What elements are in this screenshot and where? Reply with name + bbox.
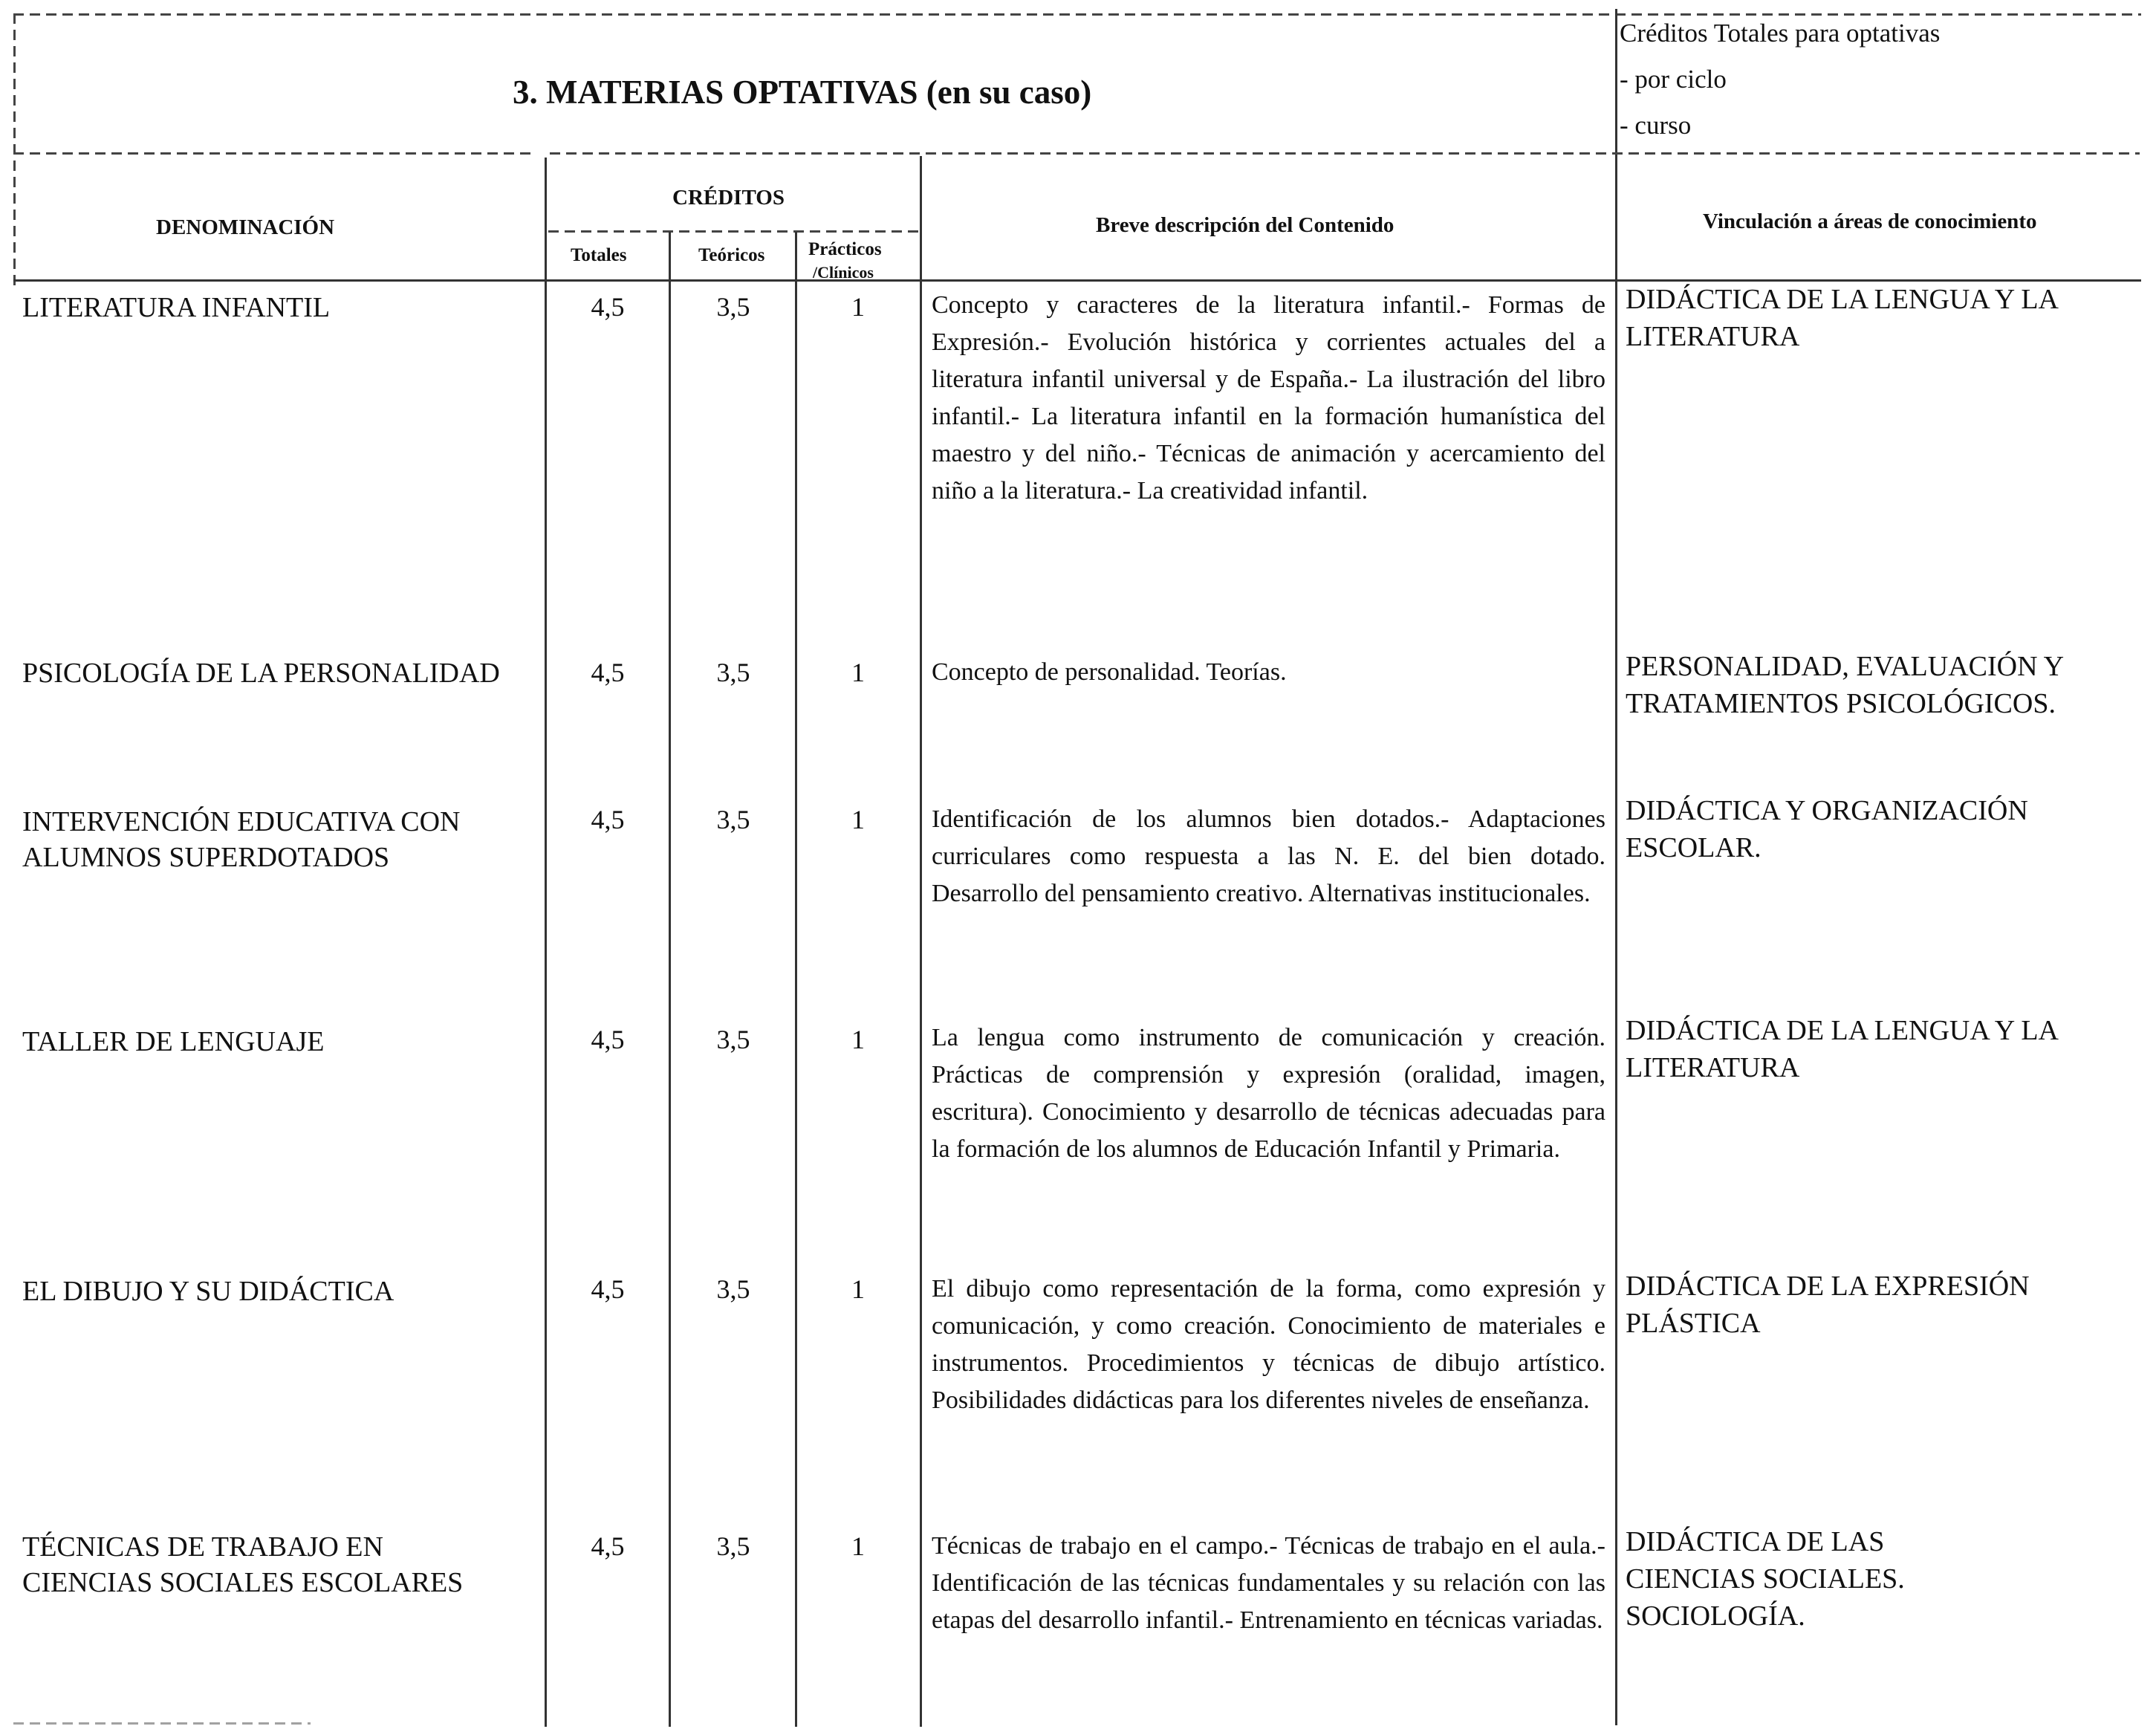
table-row-denominacion: LITERATURA INFANTIL: [22, 292, 331, 323]
table-row-teoricos: 3,5: [716, 658, 750, 687]
header-vinculacion: Vinculación a áreas de conocimiento: [1703, 210, 2037, 233]
table-row-totales: 4,5: [591, 1025, 625, 1054]
header-bottom-rule-right: [550, 152, 2140, 155]
table-row-descripcion: El dibujo como representación de la forma, como expresión y comunicación, y como creación. Conocimiento de materiales e instrumentos. Procedimientos y técnicas de dibujo artístico. Posibilidades didácticas para los diferentes niveles de enseñanza.: [932, 1275, 1605, 1414]
table-row-area: DIDÁCTICA DE LA EXPRESIÓN PLÁSTICA: [1626, 1271, 2030, 1339]
table-row-totales: 4,5: [591, 658, 625, 687]
left-border: [13, 13, 16, 288]
table-row-area: DIDÁCTICA DE LA LENGUA Y LA LITERATURA: [1626, 284, 2057, 352]
table-row-teoricos: 3,5: [716, 805, 750, 834]
table-row-totales: 4,5: [591, 1531, 625, 1561]
table-row-descripcion: Concepto de personalidad. Teorías.: [932, 658, 1287, 686]
page-title: 3. MATERIAS OPTATIVAS (en su caso): [513, 74, 1092, 111]
totales-teoricos-divider: [669, 232, 671, 1727]
header-denominacion: DENOMINACIÓN: [156, 215, 335, 239]
table-row-practicos: 1: [851, 1025, 865, 1054]
creditos-totales-box: [1620, 10, 1940, 149]
header-creditos: CRÉDITOS: [672, 186, 785, 210]
credits-box-left-border: [1615, 9, 1617, 1725]
table-row-area: DIDÁCTICA DE LAS CIENCIAS SOCIALES. SOCIOLOGÍA.: [1626, 1526, 1905, 1632]
header-practicos: Prácticos: [808, 239, 882, 259]
creditos-subheader-rule: [548, 230, 920, 233]
table-row-teoricos: 3,5: [716, 1531, 750, 1561]
header-teoricos: Teóricos: [698, 245, 765, 265]
table-row-descripcion: La lengua como instrumento de comunicación y creación. Prácticas de comprensión y expresión (oralidad, imagen, escritura). Conocimiento y desarrollo de técnicas adecuadas para la formación de los alumnos de Educación Infantil y Primaria.: [932, 1024, 1605, 1163]
table-row-denominacion: TALLER DE LENGUAJE: [22, 1026, 325, 1057]
table-row-denominacion: INTERVENCIÓN EDUCATIVA CON ALUMNOS SUPERDOTADOS: [22, 806, 461, 873]
creditos-por-ciclo: - por ciclo: [1620, 65, 1727, 94]
table-row-teoricos: 3,5: [716, 292, 750, 322]
header-descripcion: Breve descripción del Contenido: [1096, 213, 1394, 237]
table-row-denominacion: TÉCNICAS DE TRABAJO EN CIENCIAS SOCIALES ESCOLARES: [22, 1531, 464, 1598]
table-row-totales: 4,5: [591, 805, 625, 834]
table-row-area: PERSONALIDAD, EVALUACIÓN Y TRATAMIENTOS PSICOLÓGICOS.: [1626, 651, 2063, 719]
table-row-descripcion: Identificación de los alumnos bien dotados.- Adaptaciones curriculares como respuesta a las N. E. del bien dotado. Desarrollo del pensamiento creativo. Alternativas institucionales.: [932, 805, 1605, 907]
creditos-curso: - curso: [1620, 111, 1692, 140]
table-row-practicos: 1: [851, 658, 865, 687]
header-clinicos: /Clínicos: [813, 263, 874, 282]
table-row-descripcion: Concepto y caracteres de la literatura infantil.- Formas de Expresión.- Evolución histórica y corrientes actuales del a literatura infantil universal y de España.- La ilustración del libro infantil.- La literatura infantil en la formación humanística del maestro y del niño.- Técnicas de animación y acercamiento del niño a la literatura.- La creatividad infantil.: [932, 291, 1605, 505]
table-row-practicos: 1: [851, 1531, 865, 1561]
table-row-totales: 4,5: [591, 292, 625, 322]
table-row-totales: 4,5: [591, 1274, 625, 1304]
table-row-area: DIDÁCTICA DE LA LENGUA Y LA LITERATURA: [1626, 1015, 2057, 1083]
table-row-practicos: 1: [851, 292, 865, 322]
table-row-teoricos: 3,5: [716, 1025, 750, 1054]
header-totales: Totales: [571, 245, 627, 265]
table-row-denominacion: EL DIBUJO Y SU DIDÁCTICA: [22, 1276, 394, 1307]
table-row-denominacion: PSICOLOGÍA DE LA PERSONALIDAD: [22, 658, 500, 689]
table-row-teoricos: 3,5: [716, 1274, 750, 1304]
creditos-col-left: [545, 158, 547, 1727]
table-row-area: DIDÁCTICA Y ORGANIZACIÓN ESCOLAR.: [1626, 795, 2028, 863]
creditos-totales-label: Créditos Totales para optativas: [1620, 19, 1941, 48]
teoricos-practicos-divider: [795, 232, 797, 1727]
table-row-descripcion: Técnicas de trabajo en el campo.- Técnicas de trabajo en el aula.- Identificación de las técnicas fundamentales y su relación con las etapas del desarrollo infantil.- Entrenamiento en técnicas variadas.: [932, 1532, 1605, 1634]
bottom-border: [13, 1722, 311, 1725]
table-row-practicos: 1: [851, 805, 865, 834]
descripcion-col-left: [920, 156, 922, 1727]
table-row-practicos: 1: [851, 1274, 865, 1304]
header-bottom-rule-left: [13, 152, 533, 155]
